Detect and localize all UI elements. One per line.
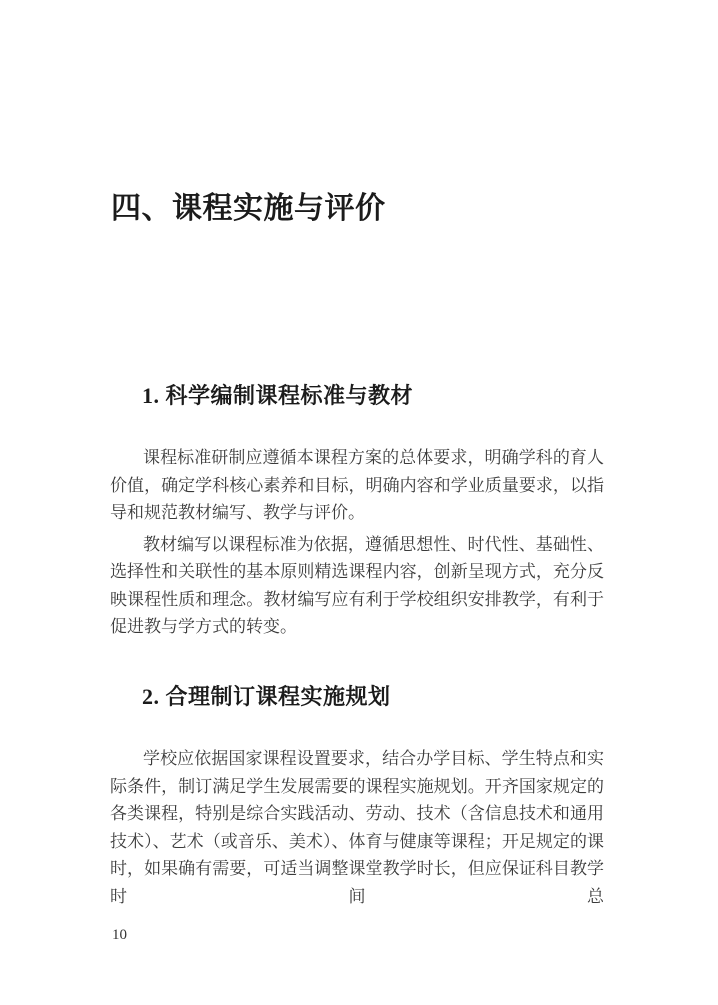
page-number: 10 [112, 927, 127, 943]
section-2-heading: 2. 合理制订课程实施规划 [142, 684, 391, 709]
paragraph: 教材编写以课程标准为依据，遵循思想性、时代性、基础性、选择性和关联性的基本原则精选课程内容，创新呈现方式，充分反映课程性质和理念。教材编写应有利于学校组织安排教学，有利于促进教与学方式的转变。 [110, 534, 604, 636]
section-1-body [110, 444, 604, 641]
paragraph: 课程标准研制应遵循本课程方案的总体要求，明确学科的育人价值，确定学科核心素养和目标，明确内容和学业质量要求，以指导和规范教材编写、教学与评价。 [110, 448, 604, 522]
section-2-body [110, 745, 604, 910]
section-1-heading: 1. 科学编制课程标准与教材 [142, 383, 414, 408]
chapter-title: 四、课程实施与评价 [111, 192, 386, 225]
paragraph: 学校应依据国家课程设置要求，结合办学目标、学生特点和实际条件，制订满足学生发展需要的课程实施规划。开齐国家规定的各类课程，特别是综合实践活动、劳动、技术（含信息技术和通用技术）、艺术（或音乐、美术）、体育与健康等课程；开足规定的课时，如果确有需要，可适当调整课堂教学时长，但应保证科目教学时间总 [110, 749, 604, 906]
